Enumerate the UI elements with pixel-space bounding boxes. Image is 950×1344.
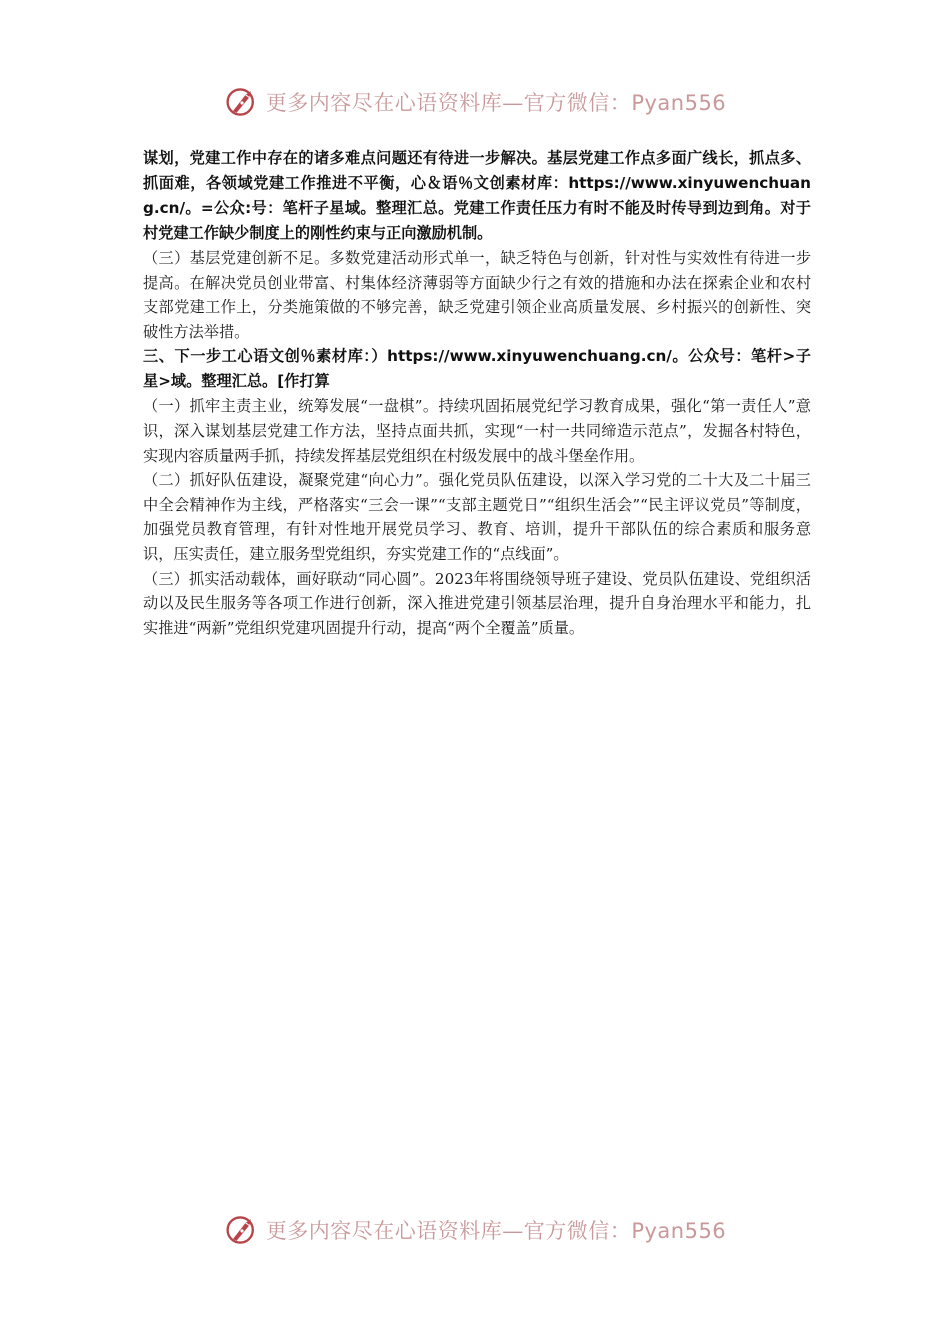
header-watermark-banner [0, 80, 950, 124]
footer-watermark-cn: 更多内容尽在心语资料库—官方微信： [265, 1219, 632, 1243]
document-body [143, 146, 811, 640]
footer-watermark-banner [0, 1208, 950, 1252]
paragraph-main-responsibility: （一）抓牢主责主业，统筹发展“一盘棋”。持续巩固拓展党纪学习教育成果，强化“第一责任人”意识，深入谋划基层党建工作方法，坚持点面共抓，实现“一村一共同缔造示范点”，发掘各村特色，实现内容质量两手抓，持续发挥基层党组织在村级发展中的战斗堡垒作用。 [143, 397, 811, 465]
pen-nib-logo-icon [224, 1212, 260, 1248]
paragraph-team-building: （二）抓好队伍建设，凝聚党建“向心力”。强化党员队伍建设，以深入学习党的二十大及二十届三中全会精神作为主线，严格落实“三会一课”“支部主题党日”“组织生活会”“民主评议党员”等制度，加强党员教育管理，有针对性地开展党员学习、教育、培训，提升干部队伍的综合素质和服务意识，压实责任，建立服务型党组织，夯实党建工作的“点线面”。 [143, 471, 811, 563]
paragraph-problems-difficulty: 谋划，党建工作中存在的诸多难点问题还有待进一步解决。基层党建工作点多面广线长，抓点多、抓面难，各领域党建工作推进不平衡，心＆语％文创素材库：https://www.xinyuwenchuang.cn/。=公众:号：笔杆子星域。整理汇总。党建工作责任压力有时不能及时传导到边到角。对于村党建工作缺少制度上的刚性约束与正向激励机制。 [143, 149, 811, 242]
header-watermark-id: Pyan556 [631, 91, 727, 115]
footer-watermark-text [266, 1215, 726, 1245]
pen-nib-logo-icon [224, 84, 260, 120]
header-watermark-text [266, 87, 726, 117]
header-watermark-cn: 更多内容尽在心语资料库—官方微信： [265, 91, 632, 115]
paragraph-activity-carrier: （三）抓实活动载体，画好联动“同心圆”。2023年将围绕领导班子建设、党员队伍建设、党组织活动以及民生服务等各项工作进行创新，深入推进党建引领基层治理，提升自身治理水平和能力，扎实推进“两新”党组织党建巩固提升行动，提高“两个全覆盖”质量。 [143, 569, 811, 637]
paragraph-innovation-lacking: （三）基层党建创新不足。多数党建活动形式单一，缺乏特色与创新，针对性与实效性有待进一步提高。在解决党员创业带富、村集体经济薄弱等方面缺少行之有效的措施和办法在探索企业和农村支部党建工作上，分类施策做的不够完善，缺乏党建引领企业高质量发展、乡村振兴的创新性、突破性方法举措。 [143, 249, 811, 341]
section-heading-next-steps: 三、下一步工心语文创％素材库：）https://www.xinyuwenchuang.cn/。公众号：笔杆>子星>域。整理汇总。[作打算 [143, 347, 811, 391]
footer-watermark-id: Pyan556 [631, 1219, 727, 1243]
